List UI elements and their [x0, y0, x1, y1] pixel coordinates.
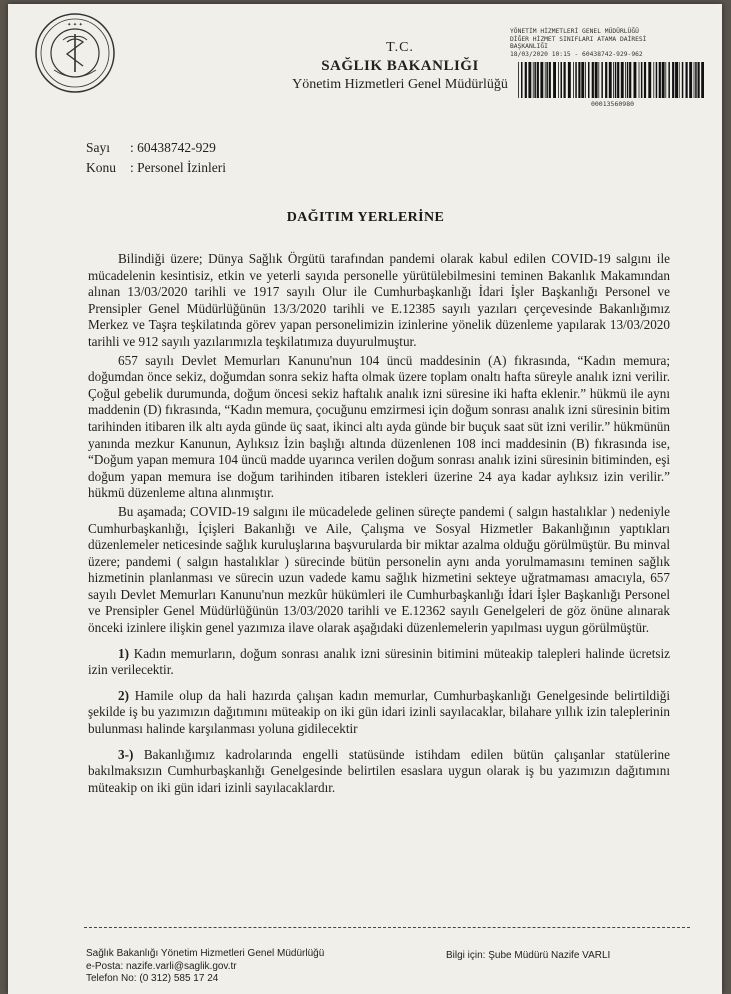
document-title: DAĞITIM YERLERİNE [286, 210, 445, 225]
footer-contact [86, 948, 324, 986]
document-meta [86, 138, 226, 178]
stamp-line: YÖNETİM HİZMETLERİ GENEL MÜDÜRLÜĞÜ [510, 28, 639, 35]
ministry-of-health-seal-icon [34, 12, 116, 94]
sayi-value: : 60438742-929 [130, 140, 216, 155]
svg-text:✦ ✦ ✦: ✦ ✦ ✦ [67, 22, 83, 28]
footer-email: e-Posta: nazife.varli@saglik.gov.tr [86, 960, 237, 972]
footer-org: Sağlık Bakanlığı Yönetim Hizmetleri Genel Müdürlüğü [86, 948, 325, 959]
item-number: 3-) [118, 746, 134, 762]
barcode-number: 00013560980 [590, 100, 635, 108]
paragraph: 657 sayılı Devlet Memurları Kanunu'nun 104 üncü maddesinin (A) fıkrasında, “Kadın memura; doğumdan önce sekiz, doğumdan sonra sekiz hafta olmak üzere toplam onaltı hafta süreyle analık izni verilir. Çoğul gebelik durumunda, doğum öncesi sekiz haftalık analık izni süresine iki hafta eklenir.” hükmü ile aynı maddenin (D) fıkrasında, “Kadın memura, çocuğunu emzirmesi için doğum sonrası analık izni süresinin bitim tarihinden itibaren ilk altı ayda günde üç saat, ikinci altı ayda günde bir buçuk saat süt izni verilir.” hükmünün yanında mezkur Kanunun, Aylıksız İzin başlığı altında düzenlenen 108 inci maddesinin (B) fıkrasında ise, “Doğum yapan memura 104 üncü madde uyarınca verilen doğum sonrası analık izini süresinin bitiminden, eşi doğum yapan memura ise doğum tarihinden itibaren istekleri üzerine 24 aya kadar aylıksız izin verilir.” hükmü düzenleme altına alınmıştır. [88, 352, 670, 501]
konu-label: Konu [86, 160, 116, 175]
item-text: Kadın memurların, doğum sonrası analık izni süresinin bitimini müteakip talepleri halinde ücretsiz izin verilecektir. [88, 645, 671, 678]
item-text: Bakanlığımız kadrolarında engelli statüsünde istihdam edilen bütün çalışanlar statülerine bakılmaksızın Cumhurbaşkanlığı Genelgesinde belirtilen esaslara uygun olarak iş bu yazımızın dağıtımını müteakip on iki gün idari izinli sayılacaklardır. [88, 746, 670, 795]
footer-divider [84, 927, 690, 928]
letterhead-ministry: SAĞLIK BAKANLIĞI [321, 58, 479, 74]
item-text: Hamile olup da hali hazırda çalışan kadın memurlar, Cumhurbaşkanlığı Genelgesinde belirtildiği şekilde iş bu yazımızın dağıtımını müteakip on iki gün idari izinli sayılacaklar, bilahare yıllık izin taleplerinin bulunması halinde karşılanması yoluna gidilecektir [88, 687, 670, 737]
stamp-line: BAŞKANLIĞI [510, 43, 548, 51]
letterhead [250, 40, 550, 93]
footer-phone: Telefon No: (0 312) 585 17 24 [86, 973, 219, 984]
list-item [88, 646, 670, 679]
letterhead-directorate: Yönetim Hizmetleri Genel Müdürlüğü [292, 77, 508, 92]
list-item [88, 747, 670, 797]
footer-info-contact: Bilgi için: Şube Müdürü Nazife VARLI [446, 950, 611, 961]
stamp-line: DİĞER HİZMET SINIFLARI ATAMA DAİRESİ [510, 35, 647, 43]
paragraph: Bilindiği üzere; Dünya Sağlık Örgütü tarafından pandemi olarak kabul edilen COVID-19 salgını ile mücadelenin kesintisiz, etkin ve yeterli sayıda personelle yürütülebilmesini teminen Bakanlık Makamından alınan 13/03/2020 tarihli ve 1917 sayılı Olur ile Cumhurbaşkanlığı İdari İşler Başkanlığı Personel ve Prensipler Genel Müdürlüğünün 13/3/2020 tarihli ve E.12385 sayılı yazıları çerçevesinde Bakanlığımız Merkez ve Taşra teşkilatında görev yapan personelimizin izinlerine yönelik düzenleme yapılarak 13/03/2020 tarihli ve 912 sayılı yazılarımızla teşkilatımıza duyurulmuştur. [88, 251, 670, 349]
letterhead-line1: T.C. [386, 40, 414, 55]
document-body [88, 251, 670, 798]
konu-value: : Personel İzinleri [130, 160, 226, 175]
paragraph: Bu aşamada; COVID-19 salgını ile mücadelede gelinen süreçte pandemi ( salgın hastalıklar ) nedeniyle Cumhurbaşkanlığı, İçişleri Bakanlığı ve Aile, Çalışma ve Sosyal Hizmetler Bakanlığının yaptıkları düzenlemeler neticesinde sağlık kuruluşlarına başvurularda bir miktar azalma olduğu görülmüştür. Bu minval üzere; pandemi ( salgın hastalıklar ) sürecinde bütün personelin aynı anda yorulmamasını teminen sağlık hizmetinin planlanması ve sürecin uzun vadede kamu sağlık hizmetini sekteye uğratmaması amacıyla, 657 sayılı Devlet Memurları Kanunu'nun mezkûr hükümleri ile Cumhurbaşkanlığı İdari İşler Başkanlığı Personel ve Prensipler Genel Müdürlüğünün 13/03/2020 tarihli ve E.12362 sayılı Genelgeleri de göz önüne alınarak önceki izinlere ilişkin genel yazımıza ilave olarak aşağıdaki düzenlemelerin yapılması uygun görülmüştür. [88, 503, 670, 636]
item-number: 1) [118, 645, 129, 661]
list-item [88, 688, 670, 738]
sayi-label: Sayı [86, 140, 111, 155]
stamp-line: 18/03/2020 10:15 - 60438742-929-962 [510, 50, 643, 58]
item-number: 2) [118, 687, 129, 703]
